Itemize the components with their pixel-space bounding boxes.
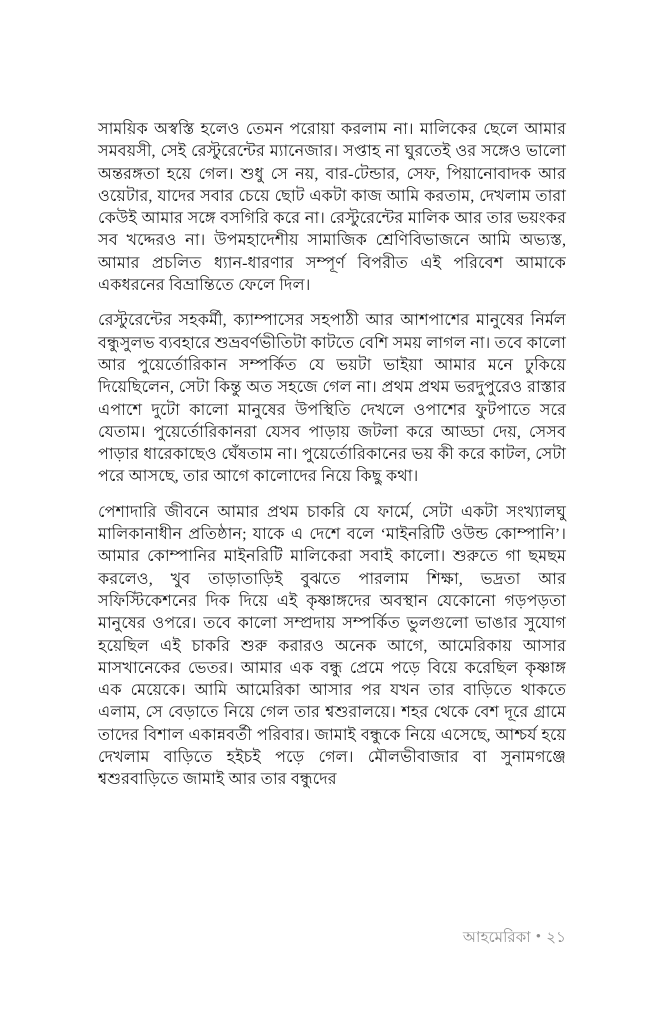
page-footer	[0, 928, 663, 948]
paragraph: সাময়িক অস্বস্তি হলেও তেমন পরোয়া করলাম না। মালিকের ছেলে আমার সমবয়সী, সেই রেস্টুরেন্টের ম্যানেজার। সপ্তাহ না ঘুরতেই ওর সঙ্গেও ভালো অন্তরঙ্গতা হয়ে গেল। শুধু সে নয়, বার-টেন্ডার, সেফ, পিয়ানোবাদক আর ওয়েটার, যাদের সবার চেয়ে ছোট একটা কাজ আমি করতাম, দেখলাম তারা কেউই আমার সঙ্গে বসগিরি করে না। রেস্টুরেন্টের মালিক আর তার ভয়ংকর সব খদ্দেরও না। উপমহাদেশীয় সামাজিক শ্রেণিবিভাজনে আমি অভ্যস্ত, আমার প্রচলিত ধ্যান-ধারণার সম্পূর্ণ বিপরীত এই পরিবেশ আমাকে একধরনের বিভ্রান্তিতে ফেলে দিল।	[98, 120, 566, 295]
footer-page-number: ২১	[546, 930, 566, 946]
footer-content	[463, 928, 566, 948]
paragraph: পেশাদারি জীবনে আমার প্রথম চাকরি যে ফার্মে, সেটা একটা সংখ্যালঘু মালিকানাধীন প্রতিষ্ঠান; যাকে এ দেশে বলে ‘মাইনরিটি ওউন্ড কোম্পানি’। আমার কোম্পানির মাইনরিটি মালিকেরা সবাই কালো। শুরুতে গা ছমছম করলেও, খুব তাড়াতাড়িই বুঝতে পারলাম শিক্ষা, ভদ্রতা আর সফিস্টিকেশনের দিক দিয়ে এই কৃষ্ণাঙ্গদের অবস্থান যেকোনো গড়পড়তা মানুষের ওপরে। তবে কালো সম্প্রদায় সম্পর্কিত ভুলগুলো ভাঙার সুযোগ হয়েছিল এই চাকরি শুরু করারও অনেক আগে, আমেরিকায় আসার মাসখানেকের ভেতর। আমার এক বন্ধু প্রেমে পড়ে বিয়ে করেছিল কৃষ্ণাঙ্গ এক মেয়েকে। আমি আমেরিকা আসার পর যখন তার বাড়িতে থাকতে এলাম, সে বেড়াতে নিয়ে গেল তার শ্বশুরালয়ে। শহর থেকে বেশ দূরে গ্রামে তাদের বিশাল একান্নবর্তী পরিবার। জামাই বন্ধুকে নিয়ে এসেছে, আশ্চর্য হয়ে দেখলাম বাড়িতে হইচই পড়ে গেল। মৌলভীবাজার বা সুনামগঞ্জে শ্বশুরবাড়িতে জামাই আর তার বন্ধুদের	[98, 502, 566, 789]
paragraph: রেস্টুরেন্টের সহকর্মী, ক্যাম্পাসের সহপাঠী আর আশপাশের মানুষের নির্মল বন্ধুসুলভ ব্যবহারে শুভ্রবর্ণভীতিটা কাটতে বেশি সময় লাগল না। তবে কালো আর পুয়ের্তোরিকান সম্পর্কিত যে ভয়টা ভাইয়া আমার মনে ঢুকিয়ে দিয়েছিলেন, সেটা কিন্তু অত সহজে গেল না। প্রথম প্রথম ভরদুপুরেও রাস্তার এপাশে দুটো কালো মানুষের উপস্থিতি দেখলে ওপাশের ফুটপাতে সরে যেতাম। পুয়ের্তোরিকানরা যেসব পাড়ায় জটলা করে আড্ডা দেয়, সেসব পাড়ার ধারেকাছেও ঘেঁষতাম না। পুয়ের্তোরিকানের ভয় কী করে কাটল, সেটা পরে আসছে, তার আগে কালোদের নিয়ে কিছু কথা।	[98, 311, 566, 486]
footer-book-title: আহমেরিকা	[462, 930, 531, 946]
footer-separator-dot: •	[535, 929, 542, 945]
page-body-text	[98, 118, 566, 791]
